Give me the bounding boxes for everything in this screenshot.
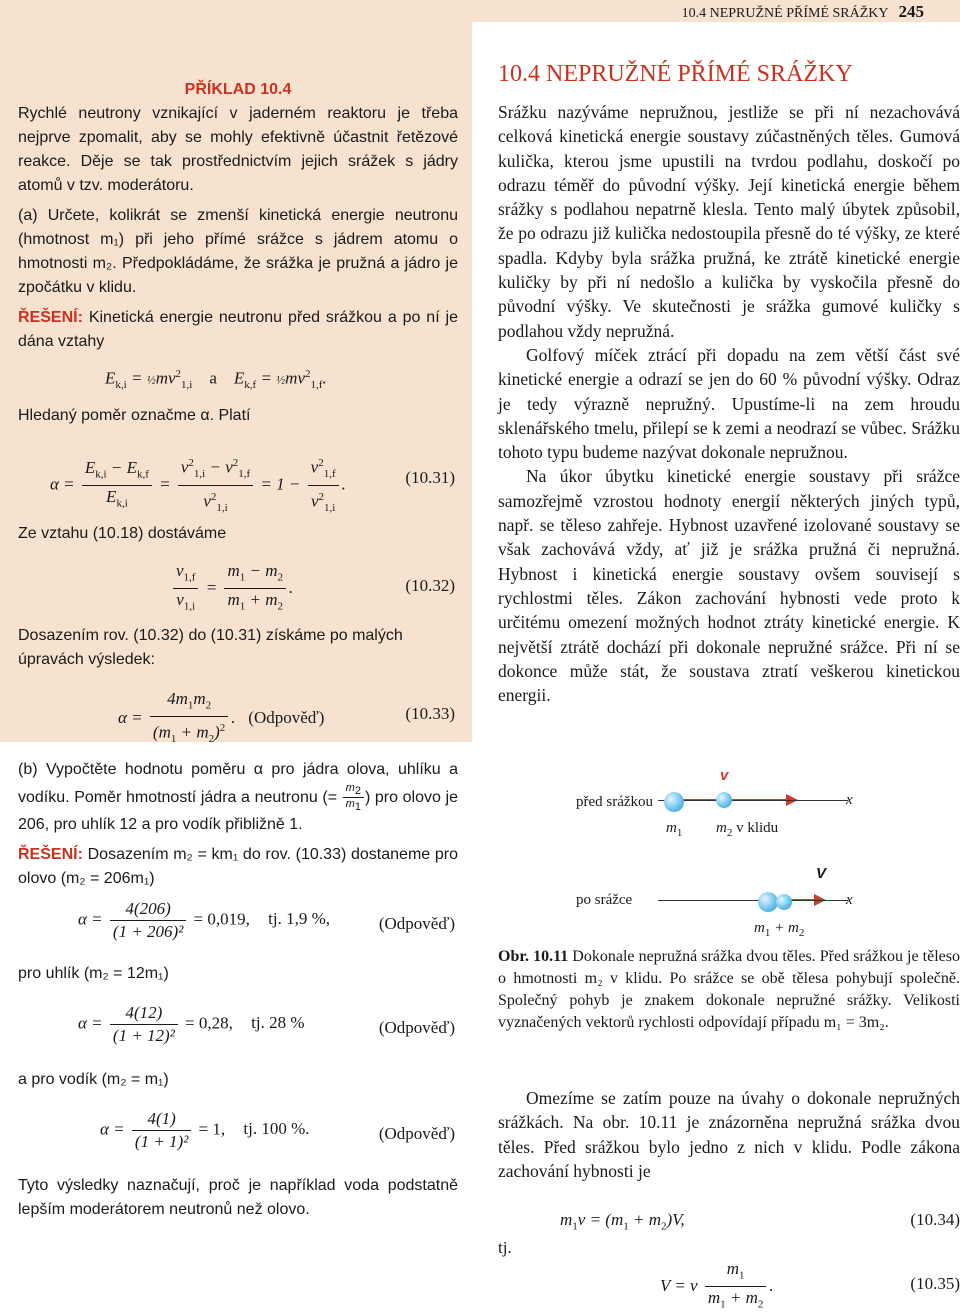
caption-text: Dokonale nepružná srážka dvou těles. Před srážkou je těleso o hmotnosti m₂ v klidu. Po srážce se obě tělesa pohybují společně. Společný pohyb je znakem dokonale nepružné srážky. Velikosti vyznačených vektorů rychlosti odpovídají případu m₁ = 3m₂.: [498, 948, 960, 1031]
eq-and: a: [209, 368, 217, 388]
ball-m1-before: [664, 792, 684, 812]
section-para-3: Na úkor úbytku kinetické energie soustavy při srážce samozřejmě vzrostou hodnoty energií některých jiných typů, např. se těleso zahřeje. Hybnost uzavřené izolované soustavy se však zachovává vždy, ať již je srážka pružná či nepružná. Hybnost i kinetická energie soustavy ovšem souvisejí s rychlostmi těles. Zákon zachování hybnosti vede proto k určitému omezení možných hodnot ztráty kinetické energie. K největší ztrátě dochází při dokonale nepružné srážce. Při ní se dokonce může stát, že soustava ztratí veškerou kinetickou energii.: [498, 466, 960, 706]
section-para-2: Golfový míček ztrácí při dopadu na zem větší část své kinetické energie a odrazí se jen do 60 % původní výšky. Odraz je tedy výrazně nepružný. Upustíme-li na zem hroudu sklenářského tmelu, přilepí se k zemi a neodrazí se vůbec. Srážku tohoto typu budeme nazývat dokonale nepružnou.: [498, 344, 960, 463]
rest-text: v klidu: [736, 820, 779, 836]
example-intro: Rychlé neutrony vznikající v jaderném reaktoru je třeba nejprve zpomalit, aby se mohly efektivně účastnit řetězové reakce. Děje se tak prostřednictvím jejich srážek s jádry atomů v tzv. moderátoru.: [18, 105, 458, 194]
eq-number-10-33: (10.33): [405, 704, 455, 723]
solution-b-label: ŘEŠENÍ:: [18, 846, 83, 864]
result-carbon-num: 4(12): [110, 1002, 178, 1025]
result-lead-den: (1 + 206)²: [112, 922, 184, 941]
label-after: po srážce: [576, 892, 633, 908]
section-para-4-wrap: [498, 1086, 960, 1183]
eq-10-35: V = v $\frac{m_1}{m_1 + m_2}$ . (10.35): [660, 1259, 960, 1311]
eq-10-34: $m_1v = (m_1 + m_2)V$, (10.34): [560, 1210, 960, 1233]
running-head-section: 10.4 NEPRUŽNÉ PŘÍMÉ SRÁŽKY: [681, 6, 889, 21]
section-title: 10.4 NEPRUŽNÉ PŘÍMÉ SRÁŽKY: [498, 61, 853, 87]
result-lead: α = $\frac{4(206)}{\text{(1 + 206)²}}$ = 0,019, tj. 1,9 %, (Odpověď): [78, 899, 455, 941]
part-b-text-1: (b) Vypočtěte hodnotu poměru α pro jádra olova, uhlíku a vodíku. Poměr hmotností jádra a neutronu (=: [18, 761, 458, 806]
solution-a-text: Kinetická energie neutronu před srážkou a po ní je dána vztahy: [18, 309, 458, 350]
eq-number-10-35: (10.35): [910, 1274, 960, 1293]
eq-number-10-34: (10.34): [910, 1210, 960, 1229]
label-v: v: [720, 767, 729, 784]
result-hydrogen: α = $\frac{4(1)}{\text{(1 + 1)²}}$ = 1, tj. 100 %. (Odpověď): [100, 1109, 455, 1151]
solution-a: [18, 306, 458, 354]
result-lead-num: 4(206): [110, 898, 186, 921]
part-a-question: (a) Určete, kolikrát se zmenší kinetická energie neutronu (hmotnost m₁) při jeho přímé srážce s jádrem atomu o hmotnosti m₂. Předpokládáme, že srážka je pružná a jádro je zpočátku v klidu.: [18, 207, 458, 296]
part-b: [18, 758, 458, 891]
label-m1-before: $m_1$: [666, 820, 683, 839]
result-carbon: α = $\frac{4(12)}{\text{(1 + 12)²}}$ = 0,28, tj. 28 % (Odpověď): [78, 1003, 455, 1045]
result-hydrogen-value: = 1,: [198, 1119, 226, 1139]
result-carbon-den: (1 + 12)²: [112, 1026, 175, 1045]
tj-text: tj.: [498, 1238, 512, 1257]
eq-number-10-31: (10.31): [405, 468, 455, 487]
eq-kinetic-energy: $E_{k,i}$ = $\frac{1}{2}mv^2_{1,i}$ a $E_{k,f}$ = $\frac{1}{2}mv^2_{1,f}$.: [105, 368, 327, 392]
axis-x-after: x: [846, 892, 853, 908]
running-head: [682, 0, 924, 26]
eq-10-31: α = $\frac{E_{k,i} - E_{k,f}}{E_{k,i}}$ = $\frac{v^2_{1,i} - v^2_{1,f}}{v^2_{1,i}}$ = 1 − $\frac{v^2_{1,f}}{v^2_{1,i}}$ . (10.31): [50, 452, 455, 508]
section-para-4: Omezíme se zatím pouze na úvahy o dokonale nepružných srážkách. Na obr. 10.11 je znázorněna nepružná srážka dvou těles. Před srážkou bylo jedno z nich v klidu. Podle zákona zachování hybnosti je: [498, 1088, 960, 1181]
result-hydrogen-num: 4(1): [132, 1108, 191, 1131]
result-hydrogen-percent: tj. 100 %.: [243, 1119, 310, 1139]
solution-b-text: Dosazením m₂ = km₁ do rov. (10.33) dostaneme pro olovo (m₂ = 206m₁): [18, 846, 458, 888]
conclusion: Tyto výsledky naznačují, proč je například voda podstatně lepším moderátorem neutronů než olovo.: [18, 1177, 458, 1218]
label-before: před srážkou: [576, 794, 654, 810]
part-b-text-2: ) pro olovo je 206, pro uhlík 12 a pro vodík přibližně 1.: [18, 788, 458, 834]
figure-caption: [498, 946, 960, 1034]
axis-x-before: x: [846, 792, 853, 808]
ball-m2-after: [776, 894, 792, 910]
x-axis-after: [658, 900, 848, 901]
ze-vztahu-text: Ze vztahu (10.18) dostáváme: [18, 525, 227, 542]
label-m1-m2-after: $m_1 + m_2$: [754, 920, 805, 939]
result-hydrogen-label: (Odpověď): [378, 1124, 455, 1143]
ball-m2-before: [716, 792, 732, 808]
page-number: 245: [898, 2, 924, 21]
hledany-text: Hledaný poměr označme α. Platí: [18, 407, 251, 424]
label-V: V: [816, 865, 827, 882]
m1-symbol: m: [666, 820, 677, 836]
result-carbon-value: = 0,28,: [185, 1013, 233, 1033]
label-m2-rest: $m_2$ v klidu: [716, 820, 779, 839]
dosazenim-text: Dosazením rov. (10.32) do (10.31) získáme po malých úpravách výsledek:: [18, 627, 403, 668]
ball-m1-after: [758, 892, 778, 912]
part-b-question: (b) Vypočtěte hodnotu poměru α pro jádra olova, uhlíku a vodíku. Poměr hmotností jádra a neutronu (= $\frac{m_2}{m_1}$ ) pro olovo je 206, pro uhlík 12 a pro vodík přibližně 1.: [18, 761, 458, 834]
pro-uhlik-text: pro uhlík (m₂ = 12m₁): [18, 965, 169, 982]
eq-number-10-32: (10.32): [405, 576, 455, 595]
result-lead-value: = 0,019,: [193, 909, 250, 929]
section-content: [498, 58, 960, 707]
result-hydrogen-den: (1 + 1)²: [134, 1132, 189, 1151]
solution-label: ŘEŠENÍ:: [18, 309, 83, 326]
result-carbon-percent: tj. 28 %: [251, 1013, 305, 1033]
solution-b: [18, 843, 458, 891]
result-lead-percent: tj. 1,9 %,: [268, 909, 330, 929]
result-carbon-label: (Odpověď): [378, 1018, 455, 1037]
figure-10-11: [498, 762, 960, 942]
page-header: [0, 0, 960, 22]
caption-label: Obr. 10.11: [498, 948, 569, 965]
result-lead-label: (Odpověď): [378, 914, 455, 933]
section-para-1: Srážku nazýváme nepružnou, jestliže se při ní nezachovává celková kinetická energie soustavy zúčastněných těles. Gumová kulička, kterou jsme upustili na tvrdou podlahu, doskočí po odrazu téměř do původní výšky. Její kinetická energie během srážky s podlahou nepatrně klesla. Tento malý úbytek způsobil, že po odrazu již kulička nedostoupila přesně do té výšky, ze které spadla. Kdyby byla srážka pružná, ke ztrátě kinetické energie kuličky by při ní nedošlo a kulička by vyskočila přesně do původní výšky. Ve skutečnosti je srážka gumové kuličky s podlahou vždy nepružná.: [498, 102, 960, 341]
x-axis-before: [658, 800, 848, 801]
example-title: PŘÍKLAD 10.4: [184, 81, 292, 98]
pro-vodik-text: a pro vodík (m₂ = m₁): [18, 1071, 169, 1088]
eq-10-33: α = $\frac{4m_1m_2}{(m_1 + m_2)^2}$ . (Odpověď) (10.33): [118, 689, 455, 746]
eq-10-32: $\frac{v_{1,f}}{v_{1,i}}$ = $\frac{m_1 - m_2}{m_1 + m_2}$ . (10.32): [170, 560, 455, 616]
odpoved-label: (Odpověď): [248, 708, 325, 728]
example-content: [18, 78, 458, 354]
